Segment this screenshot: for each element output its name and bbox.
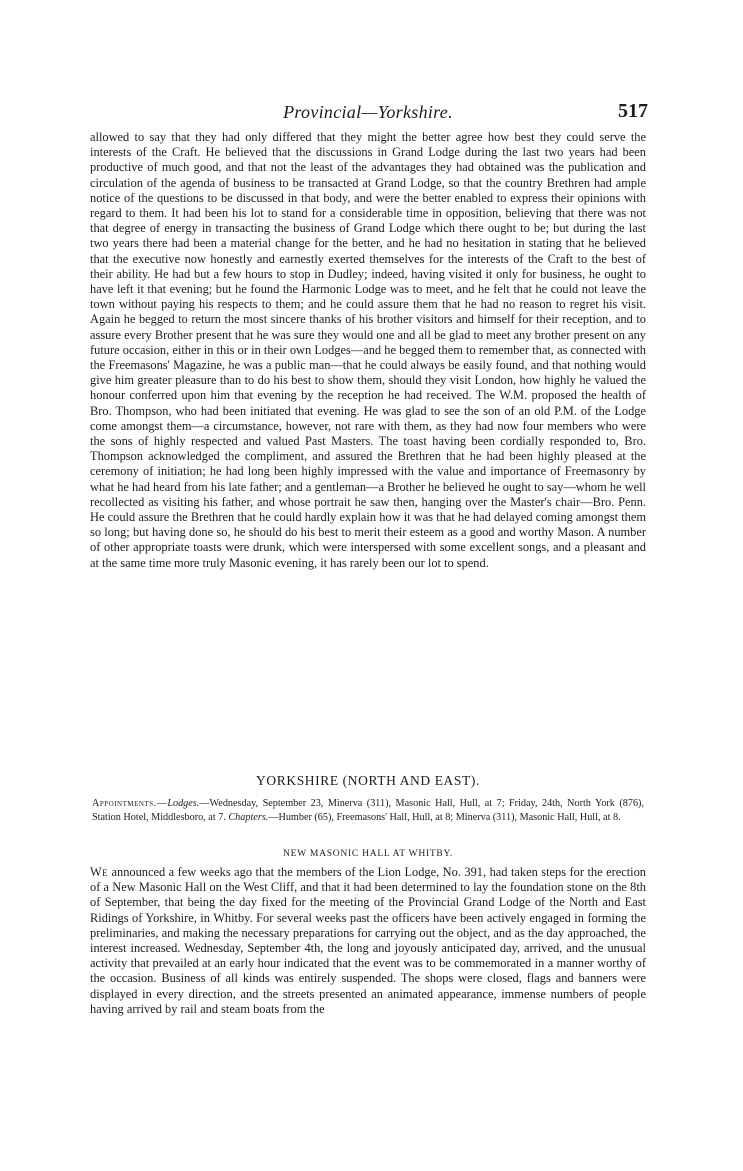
chapters-label: Chapters.	[228, 811, 269, 823]
whitby-paragraph	[90, 865, 646, 1017]
appointments-lead: Appointments.—	[92, 798, 168, 809]
report-paragraph	[90, 130, 646, 571]
page-number: 517	[618, 100, 648, 122]
opening-word: We	[90, 865, 108, 879]
section-heading: YORKSHIRE (NORTH AND EAST).	[256, 773, 480, 788]
appointments-notice	[92, 797, 644, 824]
appointments-lodges: —Wednesday, September 23, Minerva (311), Masonic Hall, Hull, at 7; Friday, 24th, North York (876), Station Hotel, Middlesboro, at 7.	[92, 798, 644, 823]
running-title: Provincial—Yorkshire.	[283, 102, 453, 122]
appointments-chapters: —Humber (65), Freemasons' Hall, Hull, at 8; Minerva (311), Masonic Hall, Hull, at 8.	[268, 811, 621, 823]
whitby-paragraph-text: announced a few weeks ago that the members of the Lion Lodge, No. 391, had taken steps for the erection of a New Masonic Hall on the West Cliff, and that it had been determined to lay the foundation stone on the 8th of September, that being the day fixed for the meeting of the Provincial Grand Lodge of the North and East Ridings of Yorkshire, in Whitby. For several weeks past the officers have been actively engaged in forming the preliminaries, and making the necessary preparations for carrying out the object, and as the day approached, the interest increased. Wednesday, September 4th, the long and joyously anticipated day, arrived, and the unusual activity that prevailed at an early hour indicated that the event was to be commemorated in a manner worthy of the occasion. Business of all kinds was entirely suspended. The shops were closed, flags and banners were displayed in every direction, and the streets presented an animated appearance, immense numbers of people having arrived by rail and steam boats from the	[90, 865, 646, 1016]
paragraph-text: allowed to say that they had only differed that they might the better agree how best they could serve the interests of the Craft. He believed that the discussions in Grand Lodge during the last two years had been productive of much good, and that not the least of the advantages they had obtained was the publication and circulation of the agenda of business to be transacted at Grand Lodge, so that the country Brethren had ample notice of the questions to be discussed in that body, and were the better enabled to express their opinions with regard to them. It had been his lot to stand for a considerable time in opposition, believing that there was not that degree of energy in transacting the business of Grand Lodge which there ought to be; but during the last two years there had been a material change for the better, and he had no hesitation in stating that he believed that the executive now honestly and earnestly exerted themselves for the interests of the Craft to the best of their ability. He had but a few hours to stop in Dudley; indeed, having visited it only for business, he ought to have left it that evening; but he found the Harmonic Lodge was to meet, and he felt that he could not leave the town without paying his respects to them; and he could assure them that he had no reason to regret his visit. Again he begged to return the most sincere thanks of his brother visitors and himself for their reception, and to assure every Brother present that he was sure they would one and all be glad to meet any brother present on any future occasion, either in this or in their own Lodges—and he begged them to remember that, as connected with the Freemasons' Magazine, he was a public man—that he could always be easily found, and that nothing would give him greater pleasure than to do his best to show them, should they visit London, how highly he valued the honour conferred upon him that evening by the reception he had received. The W.M. proposed the health of Bro. Thompson, who had been initiated that evening. He was glad to see the son of an old P.M. of the Lodge come amongst them—a circumstance, however, not rare with them, as they had now four members who were the sons of highly respected and valued Past Masters. The toast having been cordially responded to, Bro. Thompson acknowledged the compliment, and assured the Brethren that he had been highly pleased at the ceremony of initiation; he had long been highly impressed with the value and importance of Freemasonry by what he had heard from his late father; and a gentleman—a Brother he believed he ought to say—whom he well recollected as visiting his father, and whose portrait he saw then, hanging over the Master's chair—Bro. Penn. He could assure the Brethren that he could hardly explain how it was that he had delayed coming amongst them so long; but having done so, he should do his best to merit their esteem as a good and worthy Mason. A number of other appropriate toasts were drunk, which were interspersed with some excellent songs, and a pleasant and at the same time more truly Masonic evening, it has rarely been our lot to spend.	[90, 130, 646, 570]
running-head	[88, 102, 648, 126]
lodges-label: Lodges.	[167, 798, 200, 809]
paragraph-text	[90, 865, 646, 1017]
sub-heading: NEW MASONIC HALL AT WHITBY.	[282, 848, 453, 859]
